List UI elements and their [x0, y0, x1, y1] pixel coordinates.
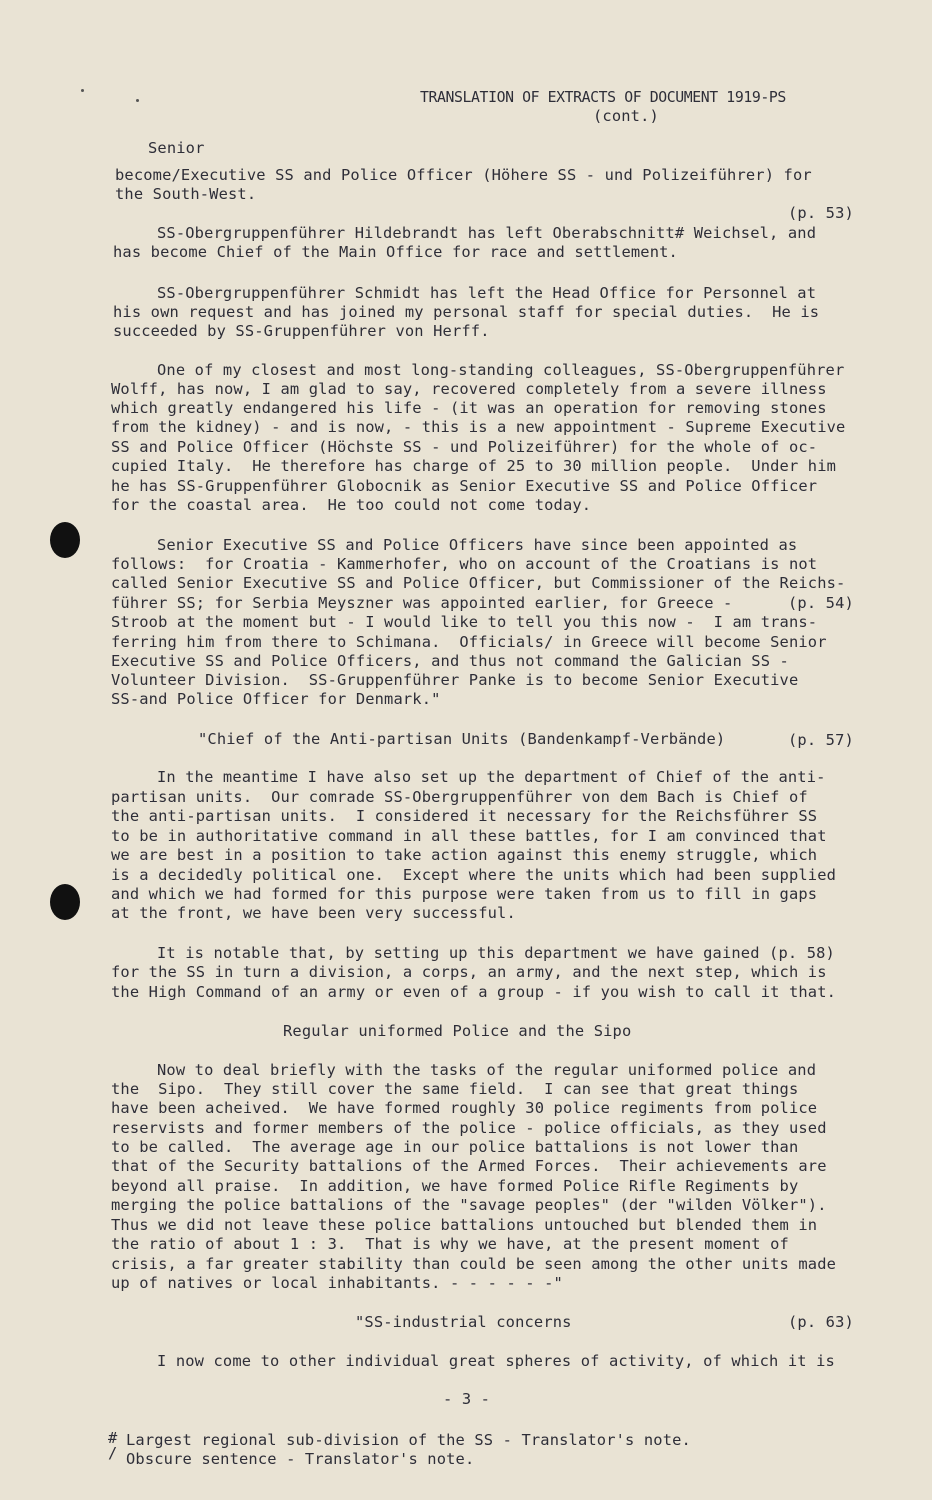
document-title: TRANSLATION OF EXTRACTS OF DOCUMENT 1919-PS	[420, 89, 786, 106]
footnote: Obscure sentence - Translator's note.	[126, 1450, 475, 1468]
text-line: and which we had formed for this purpose were taken from us to fill in gaps	[111, 885, 818, 903]
text-line: the High Command of an army or even of a group - if you wish to call it that.	[111, 983, 837, 1001]
text-line: crisis, a far greater stability than could be seen among the other units made	[111, 1255, 837, 1273]
text-line: Senior Executive SS and Police Officers have since been appointed as	[157, 536, 798, 554]
section-heading: "Chief of the Anti-partisan Units (Bandenkampf-Verbände)	[198, 730, 726, 748]
punch-hole-top	[50, 522, 80, 558]
text-line: Executive SS and Police Officers, and thus not command the Galician SS -	[111, 652, 789, 670]
text-line: the anti-partisan units. I considered it necessary for the Reichsführer SS	[111, 807, 818, 825]
text-line: One of my closest and most long-standing colleagues, SS-Obergruppenführer	[157, 361, 845, 379]
text-line: for the SS in turn a division, a corps, an army, and the next step, which is	[111, 963, 827, 981]
text-line: for the coastal area. He too could not come today.	[111, 496, 592, 514]
text-line: SS and Police Officer (Höchste SS - und Polizeiführer) for the whole of oc-	[111, 438, 818, 456]
section-heading: "SS-industrial concerns	[355, 1313, 572, 1331]
text-line: is a decidedly political one. Except where the units which had been supplied	[111, 866, 837, 884]
text-line: Senior	[148, 139, 205, 157]
text-line: have been acheived. We have formed roughly 30 police regiments from police	[111, 1099, 818, 1117]
punch-hole-bottom	[50, 884, 80, 920]
page-reference: (p. 54)	[788, 594, 854, 612]
text-line: Wolff, has now, I am glad to say, recovered completely from a severe illness	[111, 380, 827, 398]
document-title-cont: (cont.)	[593, 107, 659, 125]
paper-speck	[81, 89, 84, 92]
text-line: follows: for Croatia - Kammerhofer, who on account of the Croatians is not	[111, 555, 818, 573]
text-line: we are best in a position to take action against this enemy struggle, which	[111, 846, 818, 864]
text-line: at the front, we have been very successful.	[111, 904, 516, 922]
text-line: reservists and former members of the police - police officials, as they used	[111, 1119, 827, 1137]
text-line: partisan units. Our comrade SS-Obergruppenführer von dem Bach is Chief of	[111, 788, 808, 806]
page-number: - 3 -	[443, 1390, 491, 1408]
text-line: Now to deal briefly with the tasks of the regular uniformed police and	[157, 1061, 817, 1079]
text-line: which greatly endangered his life - (it was an operation for removing stones	[111, 399, 827, 417]
text-line: up of natives or local inhabitants. - - - - - -"	[111, 1274, 563, 1292]
text-line: succeeded by SS-Gruppenführer von Herff.	[113, 322, 490, 340]
footnote-mark: #	[108, 1429, 118, 1447]
section-heading: Regular uniformed Police and the Sipo	[283, 1022, 632, 1040]
text-line: the ratio of about 1 : 3. That is why we have, at the present moment of	[111, 1235, 789, 1253]
text-line: SS-Obergruppenführer Hildebrandt has left Oberabschnitt# Weichsel, and	[157, 224, 817, 242]
text-line: In the meantime I have also set up the department of Chief of the anti-	[157, 768, 826, 786]
text-line: from the kidney) - and is now, - this is a new appointment - Supreme Executive	[111, 418, 846, 436]
text-line: the Sipo. They still cover the same field. I can see that great things	[111, 1080, 799, 1098]
text-line: Volunteer Division. SS-Gruppenführer Panke is to become Senior Executive	[111, 671, 799, 689]
text-line: beyond all praise. In addition, we have formed Police Rifle Regiments by	[111, 1177, 799, 1195]
text-line: SS-Obergruppenführer Schmidt has left the Head Office for Personnel at	[157, 284, 817, 302]
text-line: It is notable that, by setting up this department we have gained (p. 58)	[157, 944, 835, 962]
text-line: called Senior Executive SS and Police Officer, but Commissioner of the Reichs-	[111, 574, 846, 592]
page-reference: (p. 57)	[788, 731, 854, 749]
text-line: he has SS-Gruppenführer Globocnik as Senior Executive SS and Police Officer	[111, 477, 818, 495]
text-line: his own request and has joined my personal staff for special duties. He is	[113, 303, 820, 321]
text-line: ferring him from there to Schimana. Officials/ in Greece will become Senior	[111, 633, 827, 651]
text-line: has become Chief of the Main Office for race and settlement.	[113, 243, 678, 261]
text-line: the South-West.	[115, 185, 257, 203]
text-line: become/Executive SS and Police Officer (Höhere SS - und Polizeiführer) for	[115, 166, 812, 184]
footnote: Largest regional sub-division of the SS - Translator's note.	[126, 1431, 691, 1449]
text-line: Stroob at the moment but - I would like to tell you this now - I am trans-	[111, 613, 818, 631]
text-line: merging the police battalions of the "savage peoples" (der "wilden Völker").	[111, 1196, 827, 1214]
page-reference: (p. 63)	[788, 1313, 854, 1331]
text-line: führer SS; for Serbia Meyszner was appointed earlier, for Greece -	[111, 594, 733, 612]
text-line: to be called. The average age in our police battalions is not lower than	[111, 1138, 799, 1156]
text-line: Thus we did not leave these police battalions untouched but blended them in	[111, 1216, 818, 1234]
page-reference: (p. 53)	[788, 204, 854, 222]
footnote-mark: /	[108, 1444, 118, 1462]
text-line: to be in authoritative command in all these battles, for I am convinced that	[111, 827, 827, 845]
paper-speck	[136, 99, 139, 102]
text-line: cupied Italy. He therefore has charge of 25 to 30 million people. Under him	[111, 457, 837, 475]
text-line: I now come to other individual great spheres of activity, of which it is	[157, 1352, 835, 1370]
text-line: that of the Security battalions of the Armed Forces. Their achievements are	[111, 1157, 827, 1175]
text-line: SS-and Police Officer for Denmark."	[111, 690, 441, 708]
